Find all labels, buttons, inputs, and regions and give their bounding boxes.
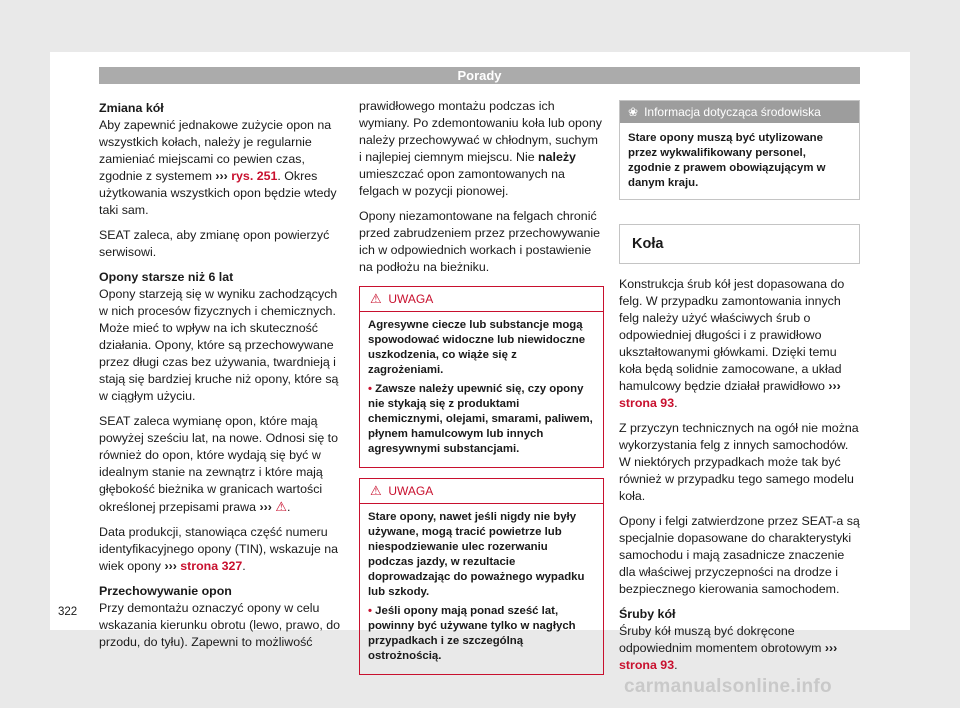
warning-box [359,286,604,468]
warning-text: Stare opony, nawet jeśli nigdy nie były używane, mogą tracić powietrze lub niespodziewanie ulec rozerwaniu podczas jazdy, w rezultacie doprowadzając do poważnego wypadku lub szkody. [368,511,585,598]
arrow-icon: ››› [215,169,228,183]
column-2 [359,98,604,685]
warning-header: ⚠ UWAGA [360,287,603,312]
warning-box [359,478,604,675]
environment-icon: ❀ [628,105,639,119]
watermark: carmanualsonline.info [624,676,832,697]
paragraph: SEAT zaleca wymianę opon, które mają powyżej sześciu lat, na nowe. Odnosi się to również do opon, które wydają się być w idealnym stanie na zewnątrz i które mają głębokość bieżnika w granicach wartości określonej przepisami prawa ››› ⚠. [99,414,338,514]
warning-bullet-item: • Jeśli opony mają ponad sześć lat, powinny być używane tylko w nagłych przypadkach i ze szczególną ostrożnością. [368,605,576,662]
warning-triangle-icon: ⚠ [275,499,287,514]
paragraph: Opony starzeją się w wyniku zachodzących w nich procesów fizycznych i chemicznych. Może mieć to wpływ na ich skuteczność działania. Opony, które są przechowywane przez długi czas bez używania, twardnieją i stają się bardziej kruche niż opony, które są w ciągłym użyciu. [99,287,339,403]
warning-triangle-icon: ⚠ [370,291,382,306]
heading-wheel-bolts: Śruby kół [619,607,676,621]
section-title-wheels: Koła [619,224,860,264]
warning-header: ⚠ UWAGA [360,479,603,504]
heading-wheel-change: Zmiana kół [99,101,164,115]
column-3 [619,100,860,682]
heading-old-tyres: Opony starsze niż 6 lat [99,270,234,284]
arrow-icon: ››› [164,559,177,573]
paragraph: Aby zapewnić jednakowe zużycie opon na wszystkich kołach, należy je regularnie zamieniać miejscami co pewien czas, zgodnie z systemem ››› rys. 251. Okres użytkowania wszystkich opon będzie wtedy taki sam. [99,118,337,217]
arrow-icon: ››› [259,500,272,514]
warning-text: Agresywne ciecze lub substancje mogą spowodować widoczne lub niewidoczne uszkodzenia, co wiąże się z zagrożeniami. [368,319,586,376]
environment-body: Stare opony muszą być utylizowane przez wykwalifikowany personel, zgodnie z prawem obowiązującym w danym kraju. [628,132,826,189]
arrow-icon: ››› [828,379,841,393]
paragraph: SEAT zaleca, aby zmianę opon powierzyć serwisowi. [99,228,330,259]
warning-triangle-icon: ⚠ [370,483,382,498]
cross-ref-link[interactable]: strona 93 [619,658,675,672]
column-1 [99,100,347,659]
environment-header: ❀ Informacja dotycząca środowiska [620,101,859,123]
heading-storage: Przechowywanie opon [99,584,232,598]
paragraph: Śruby kół muszą być dokręcone odpowiednim momentem obrotowym ››› strona 93. [619,624,838,672]
page-header: Porady [99,67,860,84]
paragraph: Data produkcji, stanowiąca część numeru identyfikacyjnego opony (TIN), wskazuje na wiek opony ››› strona 327. [99,525,338,573]
environment-info-box [619,100,860,200]
paragraph: Z przyczyn technicznych na ogół nie można wykorzystania felg z innych samochodów. W niektórych przypadkach może tak być również w przypadku tego samego modelu koła. [619,421,859,503]
paragraph: Opony niezamontowane na felgach chronić przed zabrudzeniem przez przechowywanie ich w odpowiednich workach i postawienie na podłożu na bieżniku. [359,209,601,274]
cross-ref-link[interactable]: strona 327 [176,559,243,573]
warning-bullet-item: • Zawsze należy upewnić się, czy opony nie stykają się z produktami chemicznymi, olejami, smarami, paliwem, płynem hamulcowym lub innych agresywnymi substancjami. [368,383,593,455]
warning-body [360,504,603,674]
paragraph: Opony i felgi zatwierdzone przez SEAT-a są specjalnie dopasowane do charakterystyki samochodu i mają zasadnicze znaczenie dla właściwej przyczepności na drodze i bezpiecznego kierowania samochodem. [619,514,860,596]
bullet-icon: • [368,383,372,395]
warning-body [360,312,603,467]
cross-ref-link[interactable]: rys. 251 [227,169,278,183]
paragraph: Konstrukcja śrub kół jest dopasowana do felg. W przypadku zamontowania innych felg należy użyć właściwych śrub o odpowiedniej długości i z prawidłowo ukształtowanymi główkami. Dzięki temu koła będą solidnie zamocowane, a układ hamulcowy będzie działał prawidłowo ››› strona 93. [619,277,845,410]
bullet-icon: • [368,605,372,617]
cross-ref-link[interactable]: strona 93 [619,396,675,410]
page-number: 322 [58,606,78,618]
arrow-icon: ››› [824,641,838,655]
paragraph: prawidłowego montażu podczas ich wymiany. Po zdemontowaniu koła lub opony należy przechowywać w chłodnym, suchym i najlepiej ciemnym miejscu. Nie należy umieszczać opon zamontowanych na felgach w pozycji pionowej. [359,99,602,198]
paragraph: Przy demontażu oznaczyć opony w celu wskazania kierunku obrotu (lewo, prawo, do przodu, do tyłu). Zapewni to możliwość [99,601,341,649]
